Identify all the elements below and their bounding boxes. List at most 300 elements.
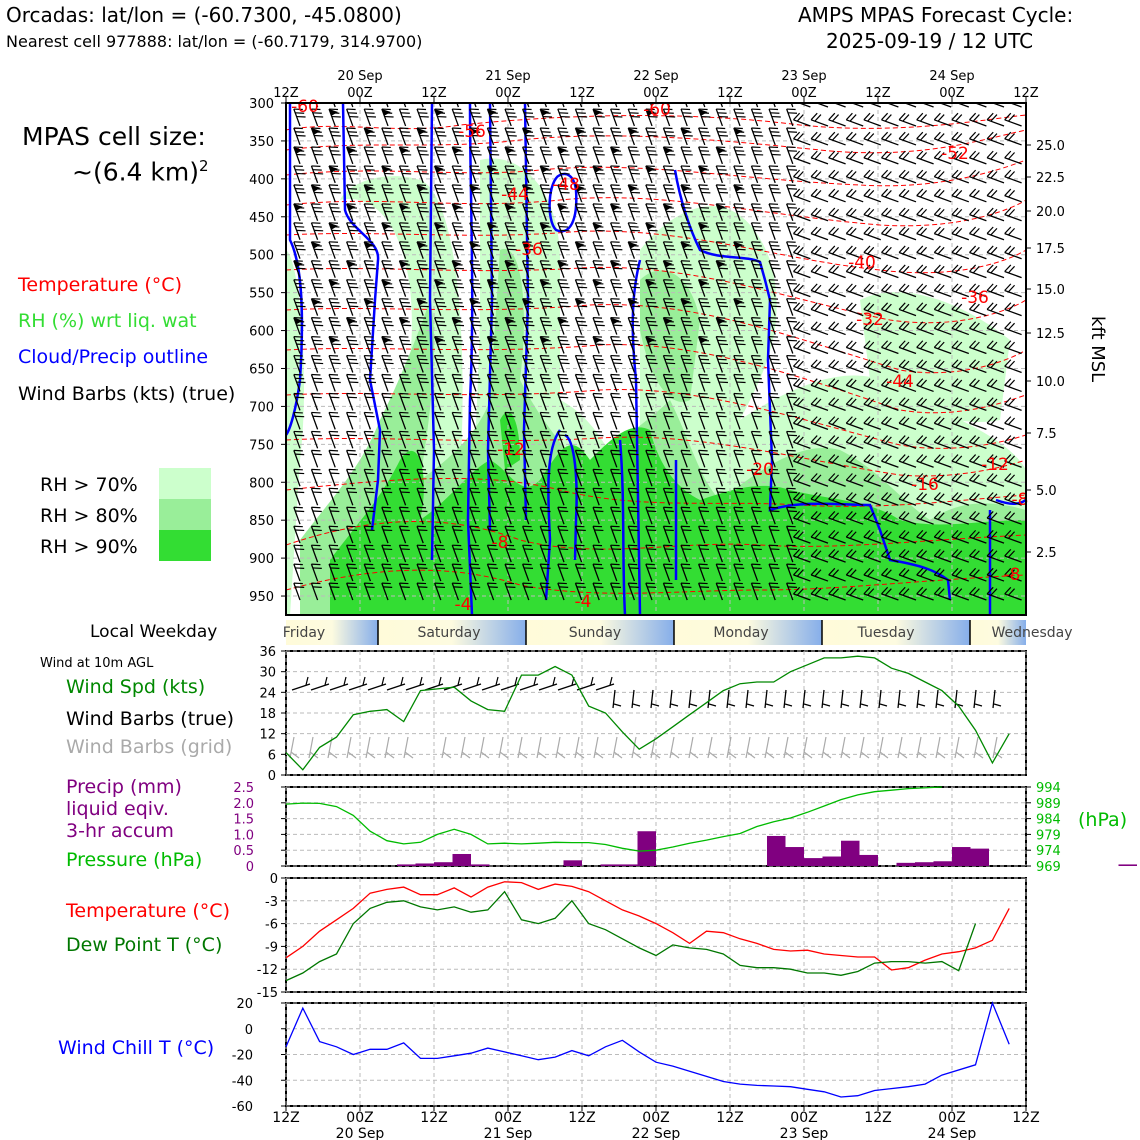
wind-barb-shaft [347, 393, 353, 410]
x-tick-label-top: 00Z [643, 86, 669, 101]
temperature-contour-label: -12 [981, 455, 1009, 475]
wind-barb-shaft [417, 147, 423, 164]
true-wind-barb-feather [306, 677, 308, 685]
wind-barb-shaft [793, 253, 810, 259]
wind-barb-shaft [881, 139, 898, 145]
wind-barb-shaft [987, 423, 1004, 429]
temperature-contour-label: -4 [574, 592, 592, 612]
kft-tick-label: 25.0 [1036, 139, 1065, 154]
grid-wind-barb-feather [918, 752, 926, 758]
date-tick-label-top: 22 Sep [633, 69, 679, 84]
wind-y-tick-label: 6 [267, 748, 276, 764]
wind-barb-shaft [364, 109, 370, 126]
grid-wind-barb [917, 737, 921, 758]
true-wind-barb-feather [401, 677, 403, 685]
wind-barb-shaft [969, 234, 986, 240]
wind-barb-shaft [881, 234, 898, 240]
wind-barb-shaft [987, 234, 1004, 240]
wind-barb-pennant [294, 204, 303, 211]
pressure-tick-label: 600 [249, 324, 274, 340]
wind-barb-shaft [846, 120, 863, 126]
wind-barb-shaft [1005, 442, 1022, 448]
wind-barb-shaft [934, 234, 951, 240]
wind-barb-shaft [793, 328, 810, 334]
wind-barb-shaft [399, 356, 405, 373]
location-title: Orcadas: lat/lon = (-60.7300, -45.0800) [6, 3, 402, 27]
pressure-tick-label: 800 [249, 476, 274, 492]
wind-barb-shaft [311, 469, 317, 486]
temperature-contour-label: -44 [886, 372, 914, 392]
wind-barb-shaft [611, 412, 617, 429]
temperature-contour-label: -36 [961, 288, 989, 308]
grid-wind-barb [613, 737, 617, 758]
grid-wind-barb-feather [899, 752, 907, 758]
wind-barb-shaft [294, 128, 300, 145]
wind-barb-shaft [787, 299, 793, 316]
wind-barb-shaft [881, 120, 898, 126]
kft-tick-label: 5.0 [1036, 484, 1057, 499]
true-wind-barb-feather [496, 677, 498, 685]
wind-barb-shaft [329, 147, 335, 164]
wind-barb-shaft [329, 431, 335, 448]
x-tick-label-bottom: 12Z [272, 1110, 300, 1126]
wind-barb-shaft [987, 215, 1004, 221]
wind-barb-pennant [487, 109, 496, 116]
wind-barb-shaft [793, 234, 810, 240]
wind-barb-shaft [793, 309, 810, 315]
wind-barb-shaft [540, 90, 546, 107]
wind-barb-pennant [329, 280, 338, 287]
wind-barb-shaft [628, 109, 634, 126]
wind-barb-pennant [611, 204, 620, 211]
wind-barb-shaft [917, 215, 934, 221]
wind-barb-shaft [1005, 328, 1022, 334]
wind-barb-pennant [540, 109, 549, 116]
wind-barb-shaft [611, 90, 617, 107]
wind-barb-shaft [811, 139, 828, 145]
pressure-tick-label: 989 [1036, 796, 1061, 812]
wind-panel [259, 645, 1026, 784]
wind-barb-feather [917, 94, 923, 101]
x-tick-label-bottom: 12Z [1012, 1110, 1040, 1126]
wind-barb-shaft [364, 356, 370, 373]
wind-barb-shaft [681, 166, 687, 183]
wind-barb-shaft [505, 128, 511, 145]
temperature-contour-label: -12 [497, 440, 525, 460]
wind-barb-shaft [793, 290, 810, 296]
cell-size-text: ~(6.4 km) [72, 157, 199, 187]
precip-bar [471, 864, 490, 866]
kft-tick-label: 22.5 [1036, 171, 1065, 186]
wind-barb-shaft [575, 337, 581, 354]
legend-dewpoint: Dew Point T (°C) [66, 934, 223, 956]
grid-wind-barb-feather [747, 752, 755, 758]
true-wind-barb [292, 684, 310, 690]
grid-wind-barb-feather [595, 752, 603, 758]
true-wind-barb-feather [880, 704, 887, 706]
pressure-tick-label: 450 [249, 210, 274, 226]
date-tick-label-bottom: 23 Sep [779, 1126, 829, 1140]
grid-wind-barb [499, 737, 503, 758]
temperature-contour-label: -32 [856, 310, 884, 330]
wind-barb-shaft [593, 299, 599, 316]
precip-bar [1119, 864, 1138, 866]
date-tick-label-bottom: 20 Sep [335, 1126, 385, 1140]
wind-barb-shaft [1005, 366, 1022, 372]
grid-wind-barb [860, 737, 864, 758]
wind-barb-shaft [628, 90, 634, 107]
temperature-contour-label: -36 [515, 240, 543, 260]
wind-barb-shaft [934, 290, 951, 296]
legend-temperature: Temperature (°C) [18, 274, 182, 296]
wind-barb-pennant [611, 90, 620, 97]
grid-wind-barb [404, 737, 408, 758]
grid-wind-barb [822, 737, 826, 758]
precip-bar [397, 864, 416, 866]
grid-wind-barb-feather [842, 752, 850, 758]
precip-bar [897, 863, 916, 866]
x-tick-label-top: 12Z [1013, 86, 1039, 101]
true-wind-barb [689, 690, 691, 708]
pressure-tick-label: 974 [1036, 844, 1061, 860]
wind-y-tick-label: 30 [259, 665, 276, 681]
precip-bar [564, 860, 583, 866]
wind-barb-shaft [734, 147, 740, 164]
temp-y-tick-label: -3 [265, 894, 278, 910]
wind-barb-pennant [734, 128, 743, 135]
wind-barb-shaft [829, 177, 846, 183]
true-wind-barb-feather [975, 704, 982, 706]
wind-barb-shaft [811, 234, 828, 240]
grid-wind-barb [841, 737, 845, 758]
wind-barb-shaft [311, 166, 317, 183]
grid-wind-barb [784, 737, 788, 758]
wind-barb-feather [832, 96, 838, 103]
legend-wind-barbs-grid: Wind Barbs (grid) [66, 736, 233, 758]
grid-wind-barb-feather [443, 752, 451, 758]
wind-barb-shaft [628, 147, 634, 164]
wind-barb-shaft [611, 280, 617, 297]
wind-barb-feather [829, 94, 835, 101]
grid-wind-barb-feather [576, 752, 584, 758]
x-tick-label-bottom: 12Z [568, 1110, 596, 1126]
grid-wind-barb [803, 737, 807, 758]
kft-tick-label: 15.0 [1036, 283, 1065, 298]
wind-barb-shaft [1005, 234, 1022, 240]
wind-barb-feather [1005, 94, 1011, 101]
temperature-contour-label: -8 [1011, 490, 1029, 510]
wind-barb-shaft [558, 128, 564, 145]
pressure-unit-label: (hPa) [1078, 809, 1128, 831]
wind-barb-shaft [987, 177, 1004, 183]
grid-wind-barb-feather [880, 752, 888, 758]
wind-barb-shaft [899, 215, 916, 221]
wind-barb-shaft [769, 356, 775, 373]
chill-y-tick-label: 0 [244, 1022, 253, 1038]
wind-barb-pennant [558, 204, 567, 211]
wind-barb-pennant [435, 109, 444, 116]
grid-wind-barb-feather [975, 752, 983, 758]
wind-barb-shaft [934, 215, 951, 221]
wind-barb-feather [969, 94, 975, 101]
wind-barb-shaft [575, 109, 581, 126]
x-tick-label-bottom: 00Z [346, 1110, 374, 1126]
wind-barb-shaft [593, 318, 599, 335]
wind-barb-pennant [716, 147, 725, 154]
wind-barb-shaft [699, 147, 705, 164]
wind-barb-shaft [793, 158, 810, 164]
kft-tick-label: 10.0 [1036, 375, 1065, 390]
grid-wind-barb-feather [690, 752, 698, 758]
legend-precip-1: Precip (mm) [66, 776, 182, 798]
wind-barb-shaft [347, 337, 353, 354]
wind-barb-shaft [646, 147, 652, 164]
grid-wind-barb [480, 737, 484, 758]
wind-barb-shaft [751, 109, 757, 126]
true-wind-barb-feather [709, 704, 716, 706]
true-wind-barb-feather [766, 704, 773, 706]
wind-barb-shaft [1005, 196, 1022, 202]
wind-barb-shaft [575, 375, 581, 392]
wind-barb-pennant [452, 90, 461, 97]
wind-barb-pennant [382, 337, 391, 344]
wind-barb-shaft [452, 223, 458, 240]
wind-barb-shaft [1005, 120, 1022, 126]
grid-wind-barb-feather [519, 752, 527, 758]
wind-barb-shaft [699, 185, 705, 202]
true-wind-barb-feather [610, 677, 612, 685]
wind-barb-shaft [952, 253, 969, 259]
x-tick-label-bottom: 00Z [790, 1110, 818, 1126]
wind-barb-shaft [829, 347, 846, 353]
wind-barb-shaft [329, 90, 335, 107]
wind-barb-pennant [681, 128, 690, 135]
wind-barb-shaft [329, 242, 335, 259]
wind-barb-shaft [329, 185, 335, 202]
pressure-tick-label: 994 [1036, 781, 1061, 796]
wind-barb-shaft [329, 375, 335, 392]
wind-barb-shaft [382, 356, 388, 373]
wind-barb-pennant [699, 109, 708, 116]
true-wind-barb [520, 684, 538, 690]
wind-y-tick-label: 24 [259, 686, 276, 702]
temperature-contour-label: -52 [941, 144, 969, 164]
pressure-tick-label: 984 [1036, 812, 1061, 828]
wind-barb-shaft [382, 242, 388, 259]
wind-barb-pennant [663, 204, 672, 211]
temperature-contour-label: -40 [848, 253, 876, 273]
legend-barbs: Wind Barbs (kts) (true) [18, 383, 236, 405]
wind-barb-shaft [917, 177, 934, 183]
wind-barb-pennant [347, 147, 356, 154]
wind-barb-shaft [382, 393, 388, 410]
wind-barb-shaft [311, 356, 317, 373]
wind-barb-shaft [899, 158, 916, 164]
pressure-tick-label: 850 [249, 514, 274, 530]
pressure-tick-label: 500 [249, 248, 274, 264]
wind-barb-shaft [399, 337, 405, 354]
wind-barb-shaft [294, 223, 300, 240]
wind-barb-shaft [311, 337, 317, 354]
chill-y-tick-label: -40 [231, 1074, 253, 1090]
precip-pressure-panel [233, 781, 1140, 875]
wind-barb-shaft [751, 185, 757, 202]
wind-barb-shaft [593, 185, 599, 202]
true-wind-barb-feather [477, 677, 479, 685]
grid-wind-barb-feather [329, 752, 337, 758]
kft-msl-label: kft MSL [1087, 316, 1108, 383]
x-tick-label-top: 12Z [273, 86, 299, 101]
true-wind-barb [311, 684, 329, 690]
true-wind-barb [596, 684, 614, 690]
true-wind-barb [368, 684, 386, 690]
wind-barb-shaft [329, 393, 335, 410]
wind-barb-shaft [811, 328, 828, 334]
true-wind-barb [463, 684, 481, 690]
wind-barb-shaft [575, 356, 581, 373]
pressure-tick-label: 300 [249, 97, 274, 112]
wind-barb-feather [903, 96, 909, 103]
grid-wind-barb-feather [557, 752, 565, 758]
grid-wind-barb [347, 737, 351, 758]
wind-barb-feather [987, 94, 993, 101]
wind-barb-shaft [811, 196, 828, 202]
grid-wind-barb-feather [405, 752, 413, 758]
chill-y-tick-label: -60 [231, 1100, 253, 1115]
legend-rh80: RH > 80% [40, 505, 138, 527]
wind-barb-shaft [787, 147, 793, 164]
pressure-tick-label: 950 [249, 590, 274, 606]
x-tick-label-bottom: 00Z [642, 1110, 670, 1126]
grid-wind-barb-feather [462, 752, 470, 758]
wind-barb-shaft [751, 128, 757, 145]
wind-barb-shaft [987, 253, 1004, 259]
legend-rh70: RH > 70% [40, 474, 138, 496]
wind-barb-shaft [917, 120, 934, 126]
weekday-label: Wednesday [991, 625, 1073, 641]
wind-barb-shaft [347, 299, 353, 316]
grid-wind-barb [974, 737, 978, 758]
wind-barb-pennant [347, 261, 356, 268]
precip-bar [434, 862, 453, 866]
wind-barb-shaft [329, 450, 335, 467]
wind-barb-shaft [593, 261, 599, 278]
grid-wind-barb-feather [861, 752, 869, 758]
grid-wind-barb-feather [386, 752, 394, 758]
true-wind-barb-feather [937, 704, 944, 706]
wind-barb-shaft [846, 158, 863, 164]
pressure-tick-label: 550 [249, 286, 274, 302]
wind-barb-shaft [329, 318, 335, 335]
precip-bar [841, 841, 860, 866]
temperature-panel [257, 872, 1026, 1001]
x-tick-label-top: 12Z [421, 86, 447, 101]
wind-y-tick-label: 36 [259, 645, 276, 660]
grid-wind-barb [879, 737, 883, 758]
wind-barb-feather [973, 96, 979, 103]
wind-barb-shaft [811, 253, 828, 259]
grid-wind-barb-feather [291, 752, 299, 758]
local-weekday-label: Local Weekday [90, 622, 218, 642]
wind-barb-shaft [382, 147, 388, 164]
wind-barb-shaft [575, 393, 581, 410]
x-tick-label-top: 12Z [569, 86, 595, 101]
wind-barb-shaft [329, 412, 335, 429]
wind-barb-shaft [846, 366, 863, 372]
wind-barb-pennant [364, 128, 373, 135]
wind-barb-shaft [311, 450, 317, 467]
cross-section-panel [249, 69, 1065, 615]
true-wind-barb [613, 690, 615, 708]
true-wind-barb-feather [614, 704, 621, 706]
grid-wind-barb [575, 737, 579, 758]
cell-size-exponent: 2 [199, 157, 209, 175]
wind-barb-shaft [987, 139, 1004, 145]
wind-barb-shaft [699, 128, 705, 145]
wind-barb-shaft [751, 166, 757, 183]
true-wind-barb-feather [823, 704, 830, 706]
true-wind-barb-feather [382, 677, 384, 685]
wind-barb-shaft [294, 564, 300, 581]
wind-barb-shaft [593, 393, 599, 410]
wind-barb-shaft [829, 196, 846, 202]
legend-wind-barbs-true: Wind Barbs (true) [66, 708, 235, 730]
wind-barb-shaft [1005, 177, 1022, 183]
wind-barb-shaft [787, 337, 793, 354]
date-tick-label-top: 23 Sep [781, 69, 827, 84]
x-tick-label-top: 00Z [791, 86, 817, 101]
wind-barb-shaft [294, 185, 300, 202]
wind-barb-shaft [716, 128, 722, 145]
wind-barb-shaft [987, 158, 1004, 164]
cell-size-label: MPAS cell size: [22, 122, 206, 151]
grid-wind-barb-feather [367, 752, 375, 758]
kft-tick-label: 17.5 [1036, 242, 1065, 257]
weekday-label: Monday [713, 625, 769, 641]
wind-barb-shaft [881, 158, 898, 164]
wind-barb-pennant [681, 185, 690, 192]
wind-barb-shaft [793, 177, 810, 183]
wind-barb-shaft [611, 109, 617, 126]
true-wind-barb-feather [690, 704, 697, 706]
wind-barb-shaft [593, 204, 599, 221]
date-tick-label-top: 24 Sep [929, 69, 975, 84]
wind-barb-shaft [934, 196, 951, 202]
wind-barb-shaft [311, 204, 317, 221]
weekday-label: Sunday [568, 625, 622, 641]
true-wind-barb-feather [344, 677, 346, 685]
legend-pressure: Pressure (hPa) [66, 849, 203, 871]
legend-rh: RH (%) wrt liq. wat [18, 310, 197, 332]
wind-barb-shaft [829, 290, 846, 296]
grid-wind-barb [955, 737, 959, 758]
date-tick-label-bottom: 24 Sep [927, 1126, 977, 1140]
wind-barb-feather [899, 94, 905, 101]
true-wind-barb-feather [994, 704, 1001, 706]
wind-barb-shaft [829, 272, 846, 278]
wind-barb-shaft [628, 223, 634, 240]
wind-barb-shaft [681, 147, 687, 164]
wind-barb-shaft [769, 90, 775, 107]
grid-wind-barb [936, 737, 940, 758]
wind-barb-pennant [575, 128, 584, 135]
wind-barb-shaft [681, 90, 687, 107]
wind-barb-feather [850, 96, 856, 103]
wind-barb-shaft [382, 375, 388, 392]
wind-barb-shaft [769, 166, 775, 183]
grid-wind-barb-feather [671, 752, 679, 758]
true-wind-barb-feather [728, 704, 735, 706]
